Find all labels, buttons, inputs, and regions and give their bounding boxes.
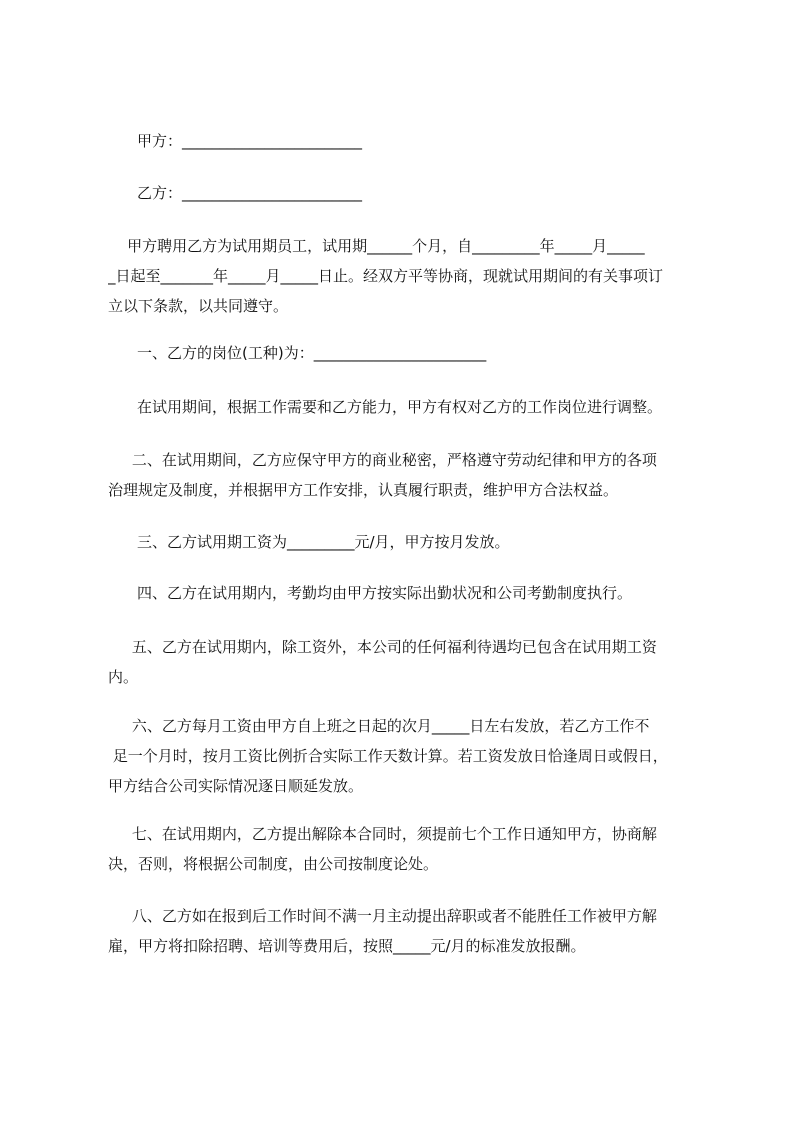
intro-paragraph: [108, 231, 698, 321]
intro-line: 甲方聘用乙方为试用期员工，试用期______个月，自_________年_____月_____: [108, 237, 645, 255]
clause-7-line: 决，否则，将根据公司制度，由公司按制度论处。: [108, 855, 439, 873]
clause-6-line: 六、乙方每月工资由甲方自上班之日起的次月_____日左右发放，若乙方工作不: [108, 717, 650, 735]
intro-line: 立以下条款，以共同遵守。: [108, 297, 289, 315]
clause-6-line: 足一个月时，按月工资比例折合实际工作天数计算。若工资发放日恰逢周日或假日，: [108, 747, 668, 765]
clause-5-paragraph: [108, 632, 698, 692]
clause-7-line: 七、在试用期内，乙方提出解除本合同时，须提前七个工作日通知甲方，协商解: [108, 825, 657, 843]
clause-2-line: 治理规定及制度，并根据甲方工作安排，认真履行职责，维护甲方合法权益。: [108, 481, 619, 499]
clause-2-line: 二、在试用期间，乙方应保守甲方的商业秘密，严格遵守劳动纪律和甲方的各项: [108, 451, 657, 469]
clause-8-line: 雇，甲方将扣除招聘、培训等费用后，按照_____元/月的标准发放报酬。: [108, 937, 586, 955]
clause-1-position: 一、乙方的岗位(工种)为：_______________________: [137, 344, 487, 362]
party-b-line: 乙方：________________________: [137, 184, 363, 202]
clause-6-line: 甲方结合公司实际情况逐日顺延发放。: [108, 777, 364, 795]
clause-4-attendance: 四、乙方在试用期内，考勤均由甲方按实际出勤状况和公司考勤制度执行。: [137, 584, 633, 602]
clause-5-line: 内。: [108, 668, 139, 686]
clause-2-paragraph: [108, 445, 698, 505]
clause-7-paragraph: [108, 819, 698, 879]
party-a-line: 甲方：________________________: [137, 132, 363, 150]
clause-8-paragraph: [108, 901, 698, 961]
intro-line: _日起至_______年_____月_____日止。经双方平等协商，现就试用期间的有关事项订: [108, 267, 664, 285]
clause-5-line: 五、乙方在试用期内，除工资外，本公司的任何福利待遇均已包含在试用期工资: [108, 638, 657, 656]
clause-1-note: 在试用期间，根据工作需要和乙方能力，甲方有权对乙方的工作岗位进行调整。: [137, 398, 663, 416]
clause-6-paragraph: [108, 711, 698, 801]
clause-3-salary: 三、乙方试用期工资为_________元/月，甲方按月发放。: [137, 533, 510, 551]
clause-8-line: 八、乙方如在报到后工作时间不满一月主动提出辞职或者不能胜任工作被甲方解: [108, 907, 657, 925]
